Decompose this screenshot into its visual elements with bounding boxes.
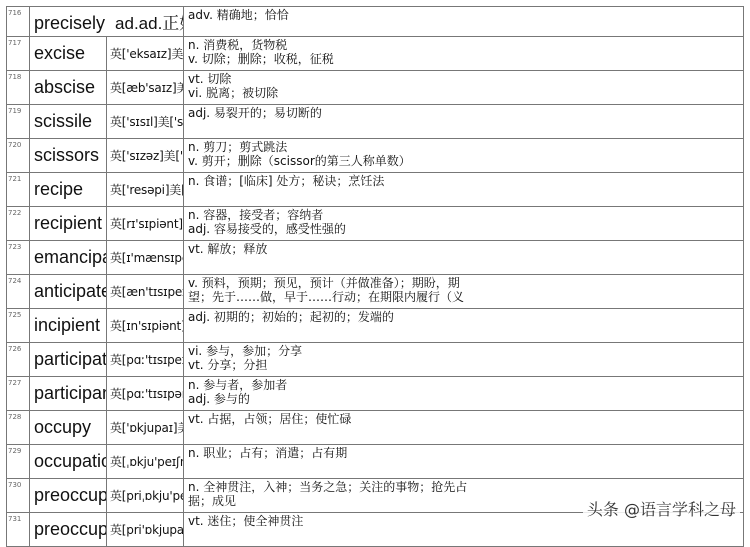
table-row: [7, 241, 744, 275]
pronunciation: 英[pɑː'tɪsɪpə: [107, 377, 184, 411]
headword: preoccu: [34, 519, 107, 539]
entry-number: 720: [7, 139, 30, 173]
definition-line: vt. 解放；释放: [188, 242, 739, 256]
definition-line: n. 容器，接受者；容纳者: [188, 208, 739, 222]
headword: anticipate: [34, 281, 107, 301]
entry-number: 722: [7, 207, 30, 241]
pronunciation: 英['ɒkjupaɪ]: [107, 411, 184, 445]
definition-line: n. 食谱；[临床] 处方；秘诀；烹饪法: [188, 174, 739, 188]
table-row: [7, 377, 744, 411]
headword: emancip: [34, 247, 107, 267]
headword: participa: [34, 383, 107, 403]
entry-number: 726: [7, 343, 30, 377]
pronunciation: 英['resəpi]美: [107, 173, 184, 207]
table-row: [7, 343, 744, 377]
headword-cell: [30, 241, 107, 275]
table-row: [7, 275, 744, 309]
definition-line: vt. 切除: [188, 72, 739, 86]
headword: excise: [34, 43, 85, 63]
definition-line: v. 预料，预期；预见，预计（并做准备）；期盼，期: [188, 276, 739, 290]
headword: recipe: [34, 179, 83, 199]
entry-number: 718: [7, 71, 30, 105]
definition-line: n. 消费税，货物税: [188, 38, 739, 52]
definition-line: n. 参与者，参加者: [188, 378, 739, 392]
table-row: [7, 207, 744, 241]
definition-line: n. 剪刀；剪式跳法: [188, 140, 739, 154]
headword: preoccu: [34, 485, 107, 505]
headword-cell: [30, 139, 107, 173]
headword-cell: [30, 207, 107, 241]
pronunciation: 英['eksaɪz]美: [107, 37, 184, 71]
entry-number: 723: [7, 241, 30, 275]
headword-cell: [30, 173, 107, 207]
headword-cell: [30, 71, 107, 105]
pronunciation: 英[ɪn'sɪpiənt]: [107, 309, 184, 343]
entry-number: 731: [7, 513, 30, 547]
definition-line: adj. 易裂开的；易切断的: [188, 106, 739, 120]
entry-number: 721: [7, 173, 30, 207]
pronunciation: 英[rɪ'sɪpiənt]: [107, 207, 184, 241]
definition-cell: [184, 7, 744, 37]
headword: occupati: [34, 451, 107, 471]
entry-number: 717: [7, 37, 30, 71]
pronunciation: 英[priˌɒkju'p: [107, 479, 184, 513]
entry-number: 728: [7, 411, 30, 445]
definition-cell: [184, 71, 744, 105]
table-row: [7, 445, 744, 479]
definition-cell: [184, 377, 744, 411]
definition-line: vt. 占据，占领；居住；使忙碌: [188, 412, 739, 426]
table-row: [7, 173, 744, 207]
headword-cell: [30, 275, 107, 309]
definition-cell: [184, 105, 744, 139]
definition-line: v. 剪开；删除（scissor的第三人称单数）: [188, 154, 739, 168]
entry-number: 724: [7, 275, 30, 309]
headword: scissile: [34, 111, 92, 131]
definition-cell: [184, 343, 744, 377]
vocabulary-table: [6, 6, 744, 547]
watermark: 头条 @语言学科之母: [583, 496, 740, 521]
headword: scissors: [34, 145, 99, 165]
entry-number: 719: [7, 105, 30, 139]
definition-cell: [184, 173, 744, 207]
headword: recipient: [34, 213, 102, 233]
definition-line: n. 全神贯注，入神；当务之急；关注的事物；抢先占: [188, 480, 739, 494]
definition-cell: [184, 309, 744, 343]
definition-line: 望；先于……做，早于……行动；在期限内履行（义: [188, 290, 739, 304]
table-row: [7, 71, 744, 105]
vocabulary-table-body: [7, 7, 744, 547]
headword-cell: [30, 309, 107, 343]
headword-extra: ad.ad.正: [115, 14, 183, 33]
definition-line: adj. 初期的；初始的；起初的；发端的: [188, 310, 739, 324]
definition-cell: [184, 411, 744, 445]
definition-line: vt. 分享；分担: [188, 358, 739, 372]
definition-line: v. 切除；删除；收税，征税: [188, 52, 739, 66]
headword-cell: [30, 37, 107, 71]
table-row: [7, 411, 744, 445]
definition-line: 据；成见: [188, 494, 739, 508]
table-row: [7, 37, 744, 71]
headword: participa: [34, 349, 107, 369]
pronunciation: 英[æb'saɪz]: [107, 71, 184, 105]
definition-line: n. 职业；占有；消遣；占有期: [188, 446, 739, 460]
pronunciation: 英[ˌɒkju'peɪʃ: [107, 445, 184, 479]
headword-cell: [30, 479, 107, 513]
headword: incipient: [34, 315, 100, 335]
pronunciation: 英[ɪ'mænsɪp: [107, 241, 184, 275]
entry-number: 725: [7, 309, 30, 343]
headword-cell: [30, 7, 184, 37]
headword: abscise: [34, 77, 95, 97]
headword: precisely: [34, 13, 105, 33]
table-row: [7, 139, 744, 173]
definition-line: adv. 精确地；恰恰: [188, 8, 739, 22]
definition-line: adj. 容易接受的，感受性强的: [188, 222, 739, 236]
headword-cell: [30, 377, 107, 411]
definition-line: vi. 参与，参加；分享: [188, 344, 739, 358]
pronunciation: 英[pri'ɒkjupa: [107, 513, 184, 547]
entry-number: 730: [7, 479, 30, 513]
definition-cell: [184, 241, 744, 275]
headword-cell: [30, 411, 107, 445]
headword-cell: [30, 513, 107, 547]
definition-cell: [184, 445, 744, 479]
headword-cell: [30, 343, 107, 377]
pronunciation: 英['sɪzəz]美[': [107, 139, 184, 173]
entry-number: 727: [7, 377, 30, 411]
headword-cell: [30, 445, 107, 479]
definition-line: adj. 参与的: [188, 392, 739, 406]
definition-cell: [184, 37, 744, 71]
pronunciation: 英['sɪsɪl]美['s: [107, 105, 184, 139]
table-row: [7, 105, 744, 139]
definition-cell: [184, 207, 744, 241]
table-row: [7, 7, 744, 37]
pronunciation: 英[æn'tɪsɪpe: [107, 275, 184, 309]
definition-line: vt. 迷住；使全神贯注: [188, 514, 739, 528]
definition-cell: [184, 275, 744, 309]
headword-cell: [30, 105, 107, 139]
entry-number: 716: [7, 7, 30, 37]
table-row: [7, 309, 744, 343]
definition-line: vi. 脱离；被切除: [188, 86, 739, 100]
definition-cell: [184, 139, 744, 173]
headword: occupy: [34, 417, 91, 437]
pronunciation: 英[pɑː'tɪsɪpe: [107, 343, 184, 377]
entry-number: 729: [7, 445, 30, 479]
